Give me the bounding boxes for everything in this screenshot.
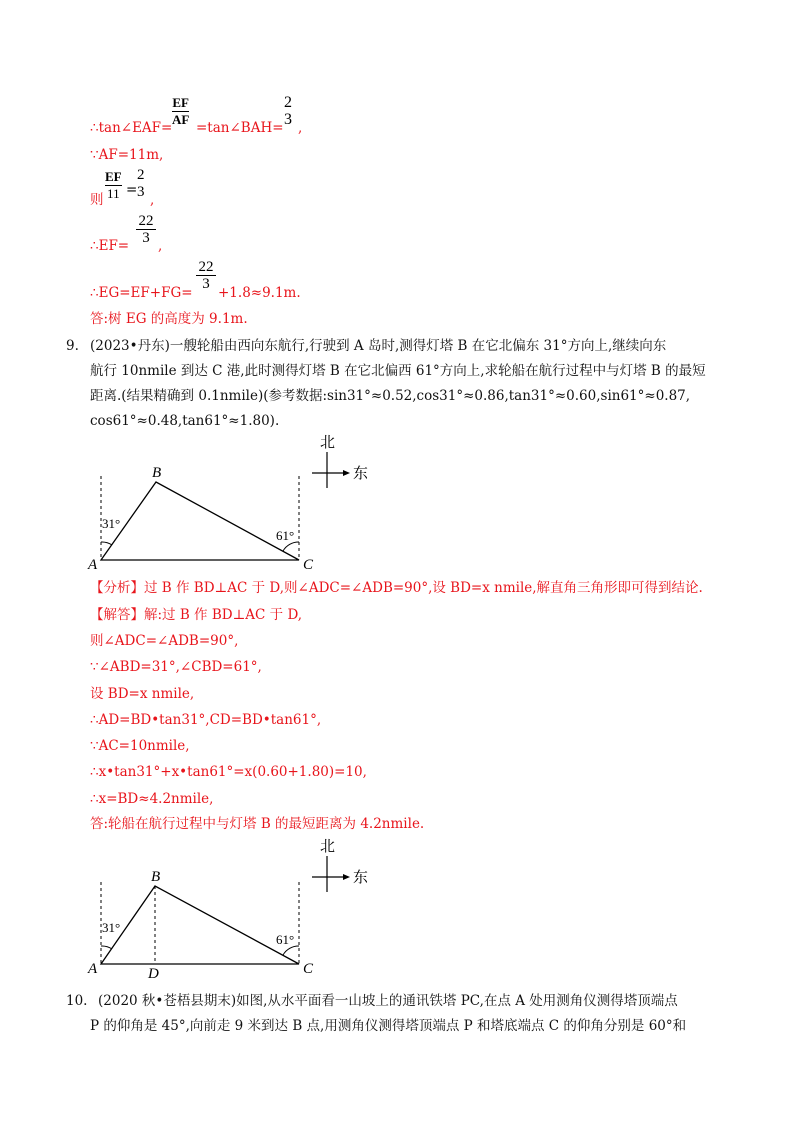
answer-step-3 bbox=[90, 684, 194, 704]
angle-label-61: 61° bbox=[276, 528, 295, 543]
then-word: 则 bbox=[90, 192, 104, 208]
question-9-number bbox=[66, 336, 79, 356]
fraction-denominator: 3 bbox=[137, 184, 145, 200]
step-text: ∵∠ABD=31°,∠CBD=61°, bbox=[90, 659, 262, 675]
solution-line-4-suffix bbox=[158, 236, 162, 256]
answer-step-6 bbox=[90, 762, 367, 782]
answer-step-7 bbox=[90, 789, 213, 809]
angle-label-61: 61° bbox=[276, 932, 295, 947]
fraction-denominator: 3 bbox=[202, 276, 210, 292]
eg-result: +1.8≈9.1m. bbox=[218, 285, 301, 301]
triangle-abc bbox=[101, 886, 299, 964]
solution-line-6 bbox=[90, 309, 248, 329]
east-label: 东 bbox=[353, 870, 369, 886]
question-number: 10. bbox=[66, 993, 88, 1009]
step-text: ∴AD=BD•tan31°,CD=BD•tan61°, bbox=[90, 712, 322, 728]
tree-height-answer: 答:树 EG 的高度为 9.1m. bbox=[90, 311, 248, 327]
step-text: 则∠ADC=∠ADB=90°, bbox=[90, 633, 239, 649]
equals-sign: = bbox=[126, 182, 138, 198]
question-text: P 的仰角是 45°,向前走 9 米到达 B 点,用测角仪测得塔顶端点 P 和塔底端点 C 的仰角分别是 60°和 bbox=[90, 1018, 687, 1034]
ef-prefix: ∴EF= bbox=[90, 238, 130, 254]
analysis-line bbox=[90, 578, 703, 598]
answer-line bbox=[90, 605, 302, 625]
north-label: 北 bbox=[320, 435, 336, 451]
af-value: ∵AF=11m, bbox=[90, 147, 164, 163]
fraction-denominator: AF bbox=[172, 112, 190, 127]
answer-step-8 bbox=[90, 814, 424, 834]
solution-line-3 bbox=[90, 190, 104, 210]
answer-text: 解:过 B 作 BD⊥AC 于 D, bbox=[144, 607, 303, 623]
step-text: 设 BD=x nmile, bbox=[90, 686, 195, 702]
point-a-label: A bbox=[88, 557, 98, 573]
fraction-two-thirds bbox=[284, 96, 292, 127]
question-10-line-1 bbox=[98, 991, 678, 1011]
solution-line-3-suffix bbox=[150, 190, 154, 210]
solution-line-4 bbox=[90, 236, 129, 256]
comma: , bbox=[150, 192, 155, 208]
point-d-label: D bbox=[148, 966, 159, 980]
triangle-figure-1 bbox=[80, 430, 400, 575]
angle-label-31: 31° bbox=[102, 516, 121, 531]
point-c-label: C bbox=[303, 557, 314, 573]
point-b-label: B bbox=[151, 869, 161, 885]
angle-label-31: 31° bbox=[102, 920, 121, 935]
solution-line-5-suffix bbox=[218, 283, 301, 303]
solution-line-1-suffix bbox=[298, 118, 302, 138]
fraction-two-thirds-b bbox=[137, 168, 145, 199]
question-text: 航行 10nmile 到达 C 港,此时测得灯塔 B 在它北偏西 61°方向上,求轮船在航行过程中与灯塔 B 的最短 bbox=[90, 363, 706, 379]
question-number: 9. bbox=[66, 338, 79, 354]
fraction-numerator: EF bbox=[172, 95, 189, 110]
question-9-line-2 bbox=[90, 361, 706, 381]
answer-step-1 bbox=[90, 631, 238, 651]
answer-step-2 bbox=[90, 657, 262, 677]
solution-line-5 bbox=[90, 283, 193, 303]
fraction-denominator: 3 bbox=[142, 230, 150, 246]
eq-prefix: ∴tan∠EAF= bbox=[90, 120, 173, 136]
question-9-line-3 bbox=[90, 386, 690, 406]
triangle-figure-2 bbox=[80, 834, 400, 980]
question-text: (2020 秋•苍梧县期末)如图,从水平面看一山坡上的通讯铁塔 PC,在点 A 处用测角仪测得塔顶端点 bbox=[98, 993, 678, 1009]
compass-arrow bbox=[343, 470, 350, 476]
angle-arc-c bbox=[283, 542, 299, 551]
comma: , bbox=[158, 238, 163, 254]
comma: , bbox=[298, 120, 303, 136]
angle-arc-a bbox=[101, 946, 112, 949]
fraction-22-3 bbox=[136, 214, 156, 245]
question-text: cos61°≈0.48,tan61°≈1.80). bbox=[90, 413, 280, 429]
step-text: ∵AC=10nmile, bbox=[90, 738, 190, 754]
question-10-line-2 bbox=[90, 1016, 686, 1036]
solution-line-1-mid bbox=[196, 118, 284, 138]
fraction-ef-11 bbox=[105, 170, 122, 201]
fraction-denominator: 3 bbox=[284, 111, 292, 128]
answer-tag: 【解答】 bbox=[90, 607, 144, 623]
answer-step-5 bbox=[90, 736, 190, 756]
east-label: 东 bbox=[353, 466, 369, 482]
fraction-numerator: 2 bbox=[137, 167, 145, 183]
fraction-ef-af bbox=[172, 96, 189, 127]
fraction-numerator: 22 bbox=[198, 259, 214, 275]
question-text: (2023•丹东)一艘轮船由西向东航行,行驶到 A 岛时,测得灯塔 B 在它北偏东 31°方向上,继续向东 bbox=[90, 338, 667, 354]
analysis-text: 过 B 作 BD⊥AC 于 D,则∠ADC=∠ADB=90°,设 BD=x nmile,解直角三角形即可得到结论. bbox=[144, 580, 703, 596]
final-answer-text: 答:轮船在航行过程中与灯塔 B 的最短距离为 4.2nmile. bbox=[90, 816, 425, 832]
question-10-number bbox=[66, 991, 87, 1011]
step-text: ∴x•tan31°+x•tan61°=x(0.60+1.80)=10, bbox=[90, 764, 367, 780]
eq-middle: =tan∠BAH= bbox=[196, 120, 284, 136]
answer-step-4 bbox=[90, 710, 321, 730]
angle-arc-a bbox=[101, 542, 112, 545]
compass-arrow bbox=[343, 874, 350, 880]
point-a-label: A bbox=[88, 961, 98, 977]
north-label: 北 bbox=[320, 839, 336, 855]
question-9-line-1 bbox=[90, 336, 666, 356]
step-text: ∴x=BD≈4.2nmile, bbox=[90, 791, 214, 807]
question-text: 距离.(结果精确到 0.1nmile)(参考数据:sin31°≈0.52,cos31°≈0.86,tan31°≈0.60,sin61°≈0.87, bbox=[90, 388, 691, 404]
solution-line-3-eq bbox=[126, 180, 137, 200]
question-9-line-4 bbox=[90, 411, 279, 431]
triangle-abc bbox=[101, 482, 299, 560]
fraction-22-3-b bbox=[196, 260, 216, 291]
fraction-denominator: 11 bbox=[107, 186, 120, 201]
solution-line-2 bbox=[90, 145, 163, 165]
angle-arc-c bbox=[283, 946, 299, 955]
fraction-numerator: 22 bbox=[138, 213, 154, 229]
analysis-tag: 【分析】 bbox=[90, 580, 144, 596]
fraction-numerator: 2 bbox=[284, 94, 292, 111]
solution-line-1 bbox=[90, 118, 172, 138]
fraction-numerator: EF bbox=[105, 169, 122, 184]
point-b-label: B bbox=[152, 465, 162, 481]
eg-prefix: ∴EG=EF+FG= bbox=[90, 285, 193, 301]
point-c-label: C bbox=[303, 961, 314, 977]
